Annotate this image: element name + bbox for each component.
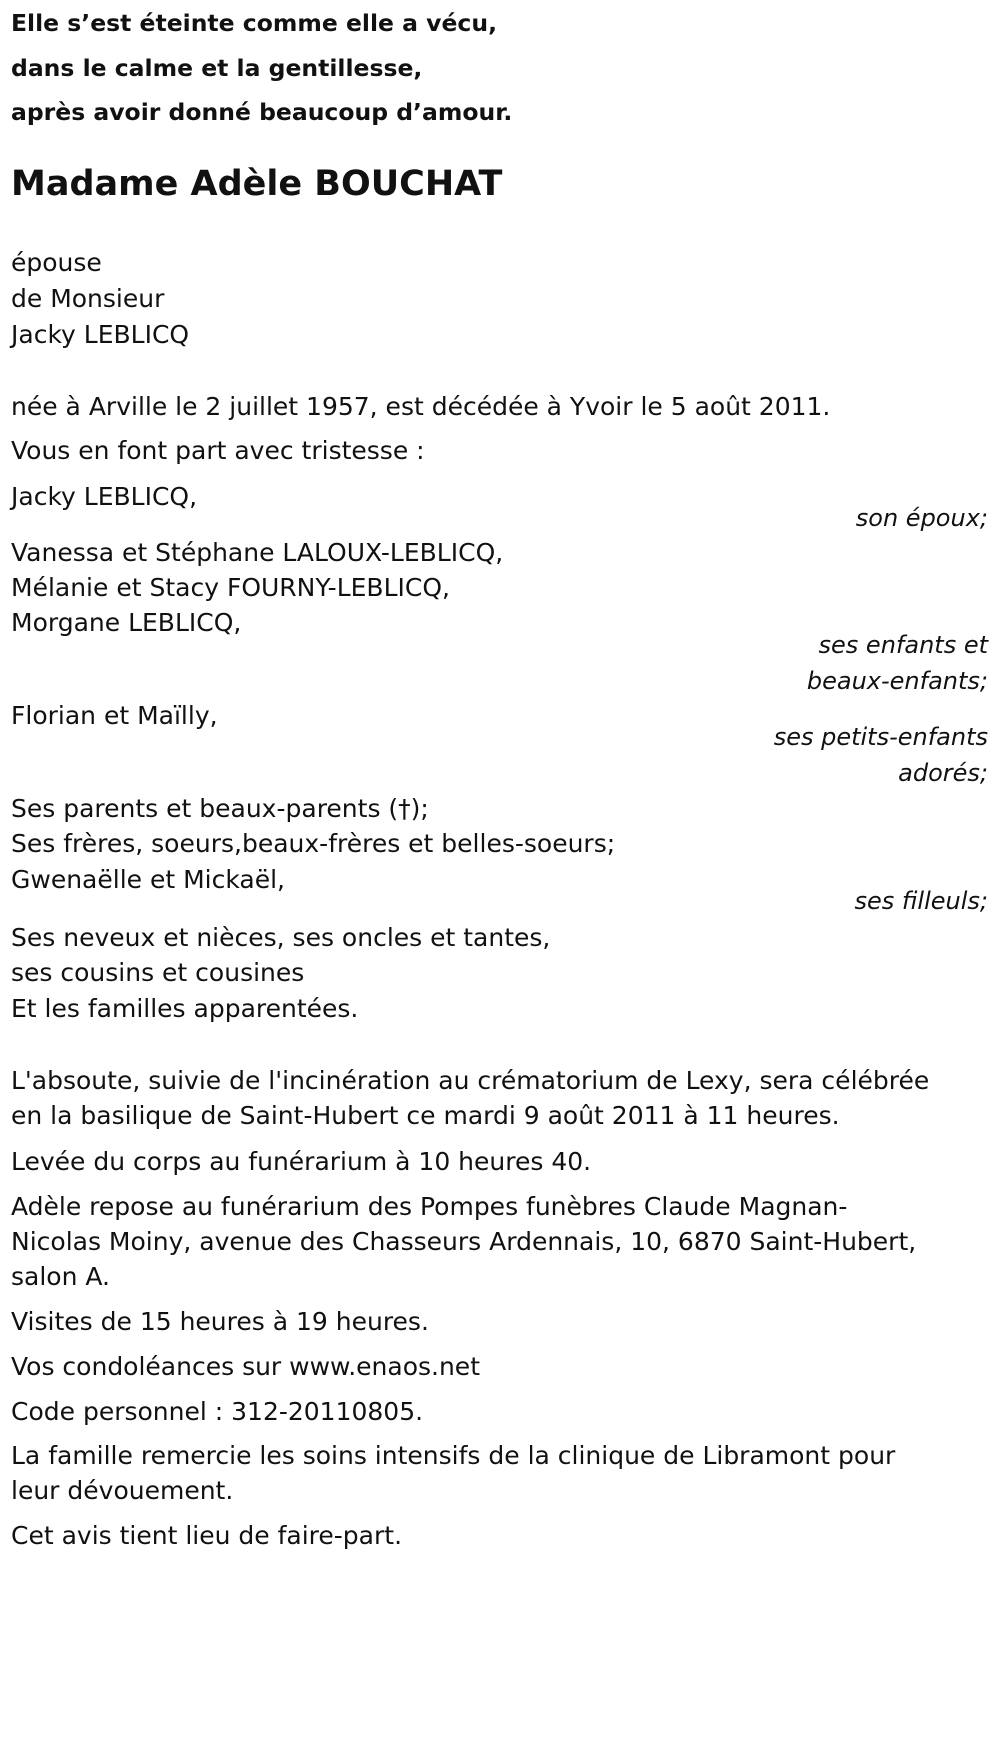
siblings-line: Ses frères, soeurs,beaux-frères et belles-soeurs; bbox=[11, 829, 616, 858]
deceased-name: Madame Adèle BOUCHAT bbox=[11, 164, 503, 204]
ceremony-line-1: L'absoute, suivie de l'incinération au crématorium de Lexy, sera célébrée bbox=[11, 1066, 930, 1095]
spouse-line-2: de Monsieur bbox=[11, 284, 165, 313]
child-name-2: Mélanie et Stacy FOURNY-LEBLICQ, bbox=[11, 573, 450, 602]
grandchildren-names: Florian et Maïlly, bbox=[11, 701, 218, 730]
family-line-1: Ses neveux et nièces, ses oncles et tantes, bbox=[11, 923, 551, 952]
relation-grandchildren-2: adorés; bbox=[898, 759, 988, 787]
epigraph-line-3: après avoir donné beaucoup d’amour. bbox=[11, 98, 513, 126]
godchildren-names: Gwenaëlle et Mickaël, bbox=[11, 865, 285, 894]
closing-line: Cet avis tient lieu de faire-part. bbox=[11, 1521, 403, 1550]
birth-death-line: née à Arville le 2 juillet 1957, est décédée à Yvoir le 5 août 2011. bbox=[11, 392, 831, 421]
relation-children-1: ses enfants et bbox=[818, 631, 988, 659]
condolences-line: Vos condoléances sur www.enaos.net bbox=[11, 1352, 480, 1381]
announce-line: Vous en font part avec tristesse : bbox=[11, 436, 425, 465]
relation-children-2: beaux-enfants; bbox=[806, 667, 988, 695]
levee-line: Levée du corps au funérarium à 10 heures 40. bbox=[11, 1147, 592, 1176]
spouse-line-1: épouse bbox=[11, 248, 102, 277]
epigraph-line-2: dans le calme et la gentillesse, bbox=[11, 54, 423, 82]
child-name-3: Morgane LEBLICQ, bbox=[11, 608, 242, 637]
child-name-1: Vanessa et Stéphane LALOUX-LEBLICQ, bbox=[11, 538, 504, 567]
thanks-line-2: leur dévouement. bbox=[11, 1476, 234, 1505]
family-line-2: ses cousins et cousines bbox=[11, 958, 305, 987]
relation-godchildren: ses filleuls; bbox=[854, 887, 988, 915]
relation-spouse: son époux; bbox=[855, 504, 988, 532]
epigraph-line-1: Elle s’est éteinte comme elle a vécu, bbox=[11, 9, 498, 37]
relation-grandchildren-1: ses petits-enfants bbox=[773, 723, 988, 751]
family-line-3: Et les familles apparentées. bbox=[11, 994, 359, 1023]
code-line: Code personnel : 312-20110805. bbox=[11, 1397, 424, 1426]
visits-line: Visites de 15 heures à 19 heures. bbox=[11, 1307, 429, 1336]
thanks-line-1: La famille remercie les soins intensifs de la clinique de Libramont pour bbox=[11, 1441, 896, 1470]
parents-line: Ses parents et beaux-parents (†); bbox=[11, 794, 429, 823]
repose-line-2: Nicolas Moiny, avenue des Chasseurs Ardennais, 10, 6870 Saint-Hubert, bbox=[11, 1227, 917, 1256]
repose-line-1: Adèle repose au funérarium des Pompes funèbres Claude Magnan- bbox=[11, 1192, 848, 1221]
spouse-line-3: Jacky LEBLICQ bbox=[11, 320, 190, 349]
ceremony-line-2: en la basilique de Saint-Hubert ce mardi 9 août 2011 à 11 heures. bbox=[11, 1101, 840, 1130]
repose-line-3: salon A. bbox=[11, 1262, 110, 1291]
spouse-name: Jacky LEBLICQ, bbox=[11, 482, 198, 511]
